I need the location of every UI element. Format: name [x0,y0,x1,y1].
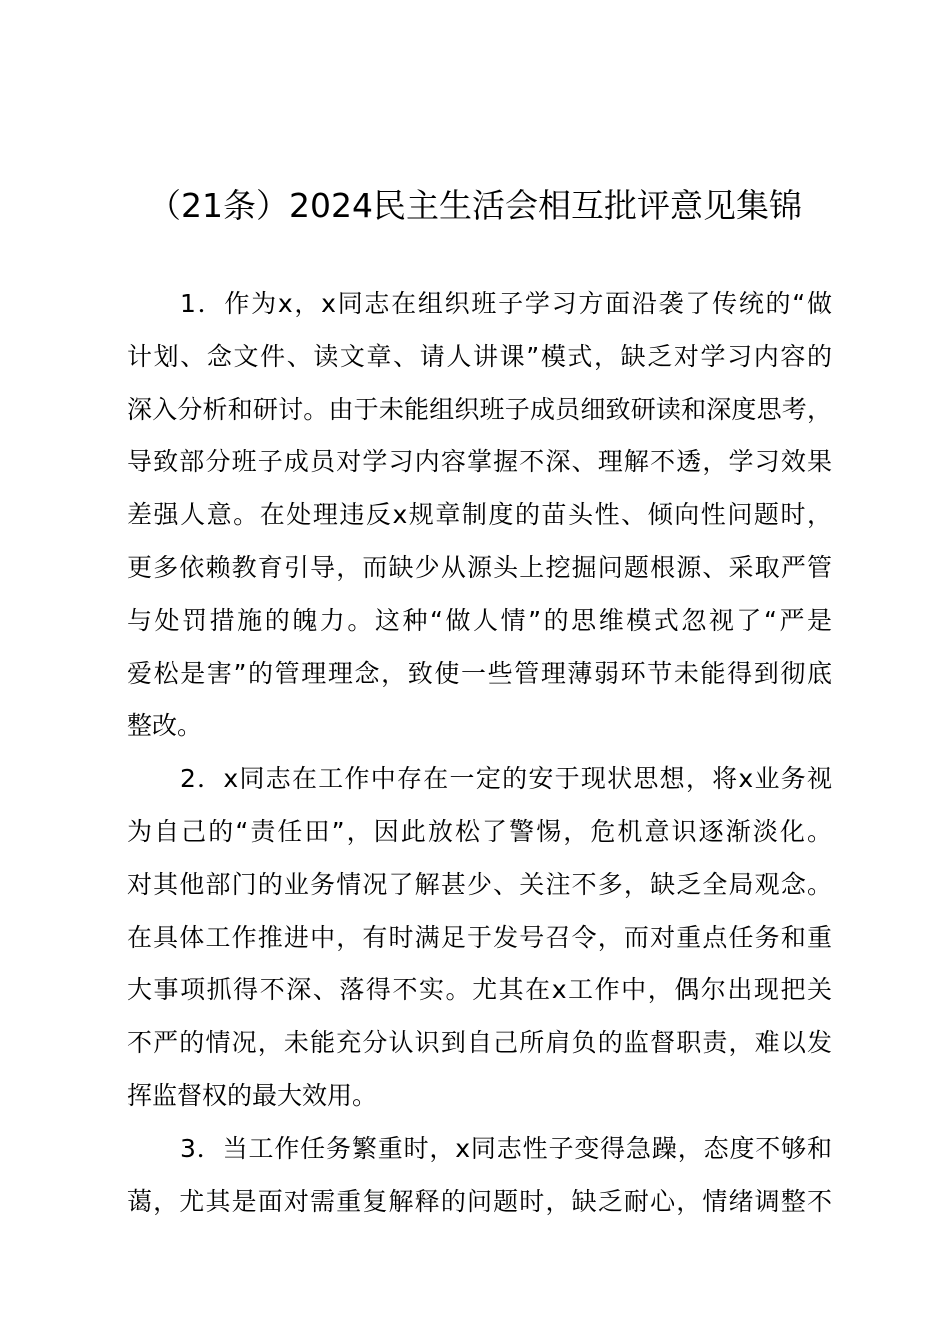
paragraph-1 [127,278,832,753]
text-line: 在具体工作推进中，有时满足于发号召令，而对重点任务和重 [127,922,832,952]
text-line: 深入分析和研讨。由于未能组织班子成员细致研读和深度思考， [127,394,832,424]
paragraph-2 [127,753,832,1123]
text-line: 对其他部门的业务情况了解甚少、关注不多，缺乏全局观念。 [127,869,832,899]
text-line: 2．x同志在工作中存在一定的安于现状思想，将x业务视 [180,764,832,794]
text-line: 导致部分班子成员对学习内容掌握不深、理解不透，学习效果 [127,447,832,477]
text-line: 蔼，尤其是面对需重复解释的问题时，缺乏耐心，情绪调整不 [127,1186,832,1216]
paragraph-3 [127,1123,832,1229]
text-line: 挥监督权的最大效用。 [127,1080,378,1110]
document-body [127,278,832,1228]
text-line: 与处罚措施的魄力。这种“做人情”的思维模式忽视了“严是 [127,605,832,635]
text-line: 1．作为x，x同志在组织班子学习方面沿袭了传统的“做 [180,289,832,318]
text-line: 3．当工作任务繁重时，x同志性子变得急躁，态度不够和 [180,1133,832,1163]
text-line: 差强人意。在处理违反x规章制度的苗头性、倾向性问题时， [127,500,832,530]
text-line: 爱松是害”的管理理念，致使一些管理薄弱环节未能得到彻底 [127,658,832,688]
document-title: （21条）2024民主生活会相互批评意见集锦 [148,186,802,225]
text-line: 更多依赖教育引导，而缺少从源头上挖掘问题根源、采取严管 [127,552,832,582]
text-line: 计划、念文件、读文章、请人讲课”模式，缺乏对学习内容的 [127,341,832,371]
text-line: 为自己的“责任田”，因此放松了警惕，危机意识逐渐淡化。 [127,816,832,846]
text-line: 整改。 [127,711,203,741]
text-line: 大事项抓得不深、落得不实。尤其在x工作中，偶尔出现把关 [127,975,832,1005]
text-line: 不严的情况，未能充分认识到自己所肩负的监督职责，难以发 [127,1028,832,1058]
